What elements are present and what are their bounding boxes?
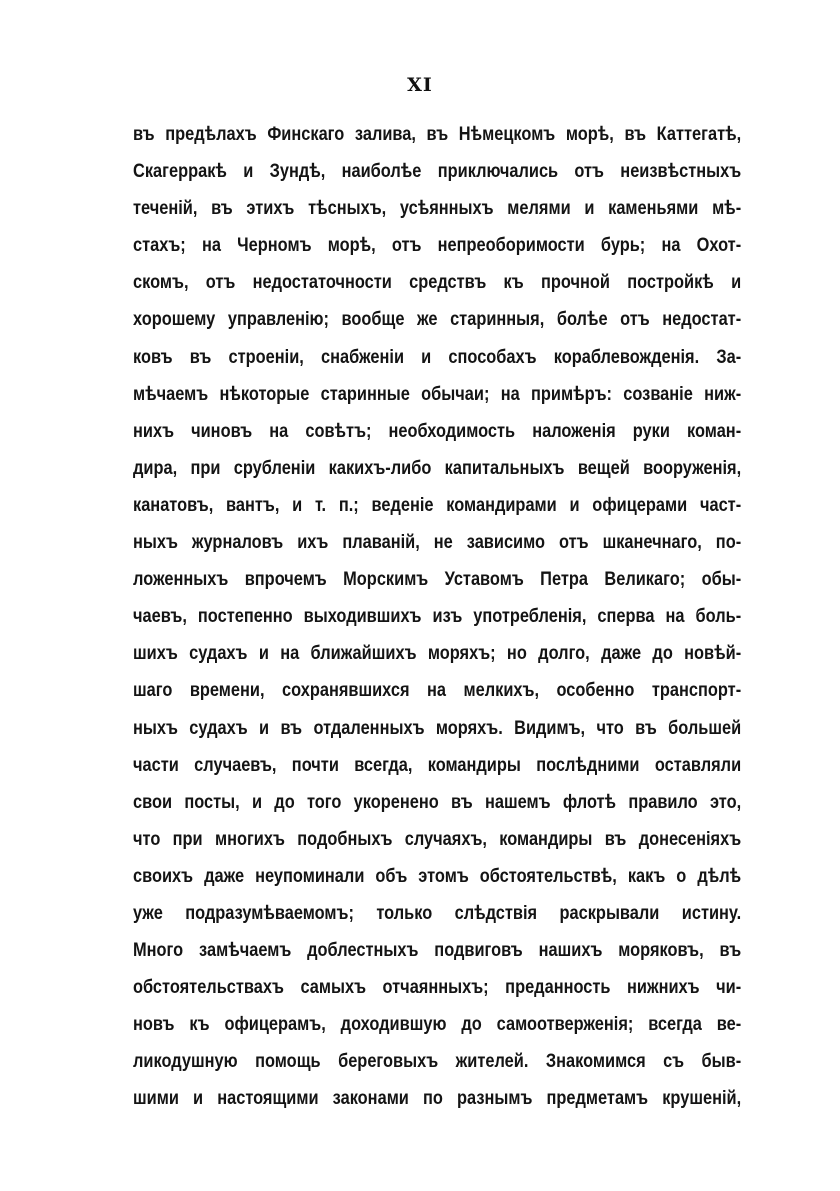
text-line: ныхъ журналовъ ихъ плаваній, не зависимо отъ шканечнаго, по- (133, 531, 742, 554)
text-line: обстоятельствахъ самыхъ отчаянныхъ; преданность нижнихъ чи- (133, 976, 742, 999)
text-line: что при многихъ подобныхъ случаяхъ, командиры въ донесеніяхъ (133, 827, 742, 850)
page-number: XI (407, 74, 433, 96)
text-line: канатовъ, вантъ, и т. п.; веденіе командирами и офицерами част- (133, 493, 742, 516)
text-line: своихъ даже неупоминали объ этомъ обстоятельствѣ, какъ о дѣлѣ (133, 864, 742, 887)
text-line: теченій, въ этихъ тѣсныхъ, усѣянныхъ мелями и каменьями мѣ- (133, 197, 742, 220)
text-line: новъ къ офицерамъ, доходившую до самоотверженія; всегда ве- (133, 1013, 742, 1036)
text-line: Скагерракѣ и Зундѣ, наиболѣе приключались отъ неизвѣстныхъ (133, 160, 742, 183)
text-line: дира, при срубленіи какихъ-либо капитальныхъ вещей вооруженія, (133, 456, 742, 479)
text-line: ложенныхъ впрочемъ Морскимъ Уставомъ Петра Великаго; обы- (133, 568, 742, 591)
text-line: шими и настоящими законами по разнымъ предметамъ крушеній, (133, 1087, 742, 1110)
text-line: скомъ, отъ недостаточности средствъ къ прочной постройкѣ и (133, 271, 742, 294)
text-line: ныхъ судахъ и въ отдаленныхъ моряхъ. Видимъ, что въ большей (133, 716, 742, 739)
text-line: шаго времени, сохранявшихся на мелкихъ, особенно транспорт- (133, 679, 742, 702)
text-line: хорошему управленію; вообще же старинныя, болѣе отъ недостат- (133, 308, 742, 331)
text-line: мѣчаемъ нѣкоторые старинные обычаи; на примѣръ: созваніе ниж- (133, 382, 742, 405)
text-line: ковъ въ строеніи, снабженіи и способахъ кораблевожденія. За- (133, 345, 742, 368)
text-line: Много замѣчаемъ доблестныхъ подвиговъ нашихъ моряковъ, въ (133, 939, 742, 962)
text-line: свои посты, и до того укоренено въ нашемъ флотѣ правило это, (133, 790, 742, 813)
text-line: шихъ судахъ и на ближайшихъ моряхъ; но долго, даже до новѣй- (133, 642, 742, 665)
text-line: уже подразумѣваемомъ; только слѣдствія раскрывали истину. (133, 901, 742, 924)
text-line: нихъ чиновъ на совѣтъ; необходимость наложенія руки коман- (133, 419, 742, 442)
text-line: части случаевъ, почти всегда, командиры послѣдними оставляли (133, 753, 742, 776)
text-line: чаевъ, постепенно выходившихъ изъ употребленія, сперва на боль- (133, 605, 742, 628)
text-line: ликодушную помощь береговыхъ жителей. Знакомимся съ быв- (133, 1050, 742, 1073)
body-text (133, 116, 741, 1118)
text-line: стахъ; на Черномъ морѣ, отъ непреоборимости бурь; на Охот- (133, 234, 742, 257)
text-line: въ предѣлахъ Финскаго залива, въ Нѣмецкомъ морѣ, въ Каттегатѣ, (133, 123, 742, 145)
